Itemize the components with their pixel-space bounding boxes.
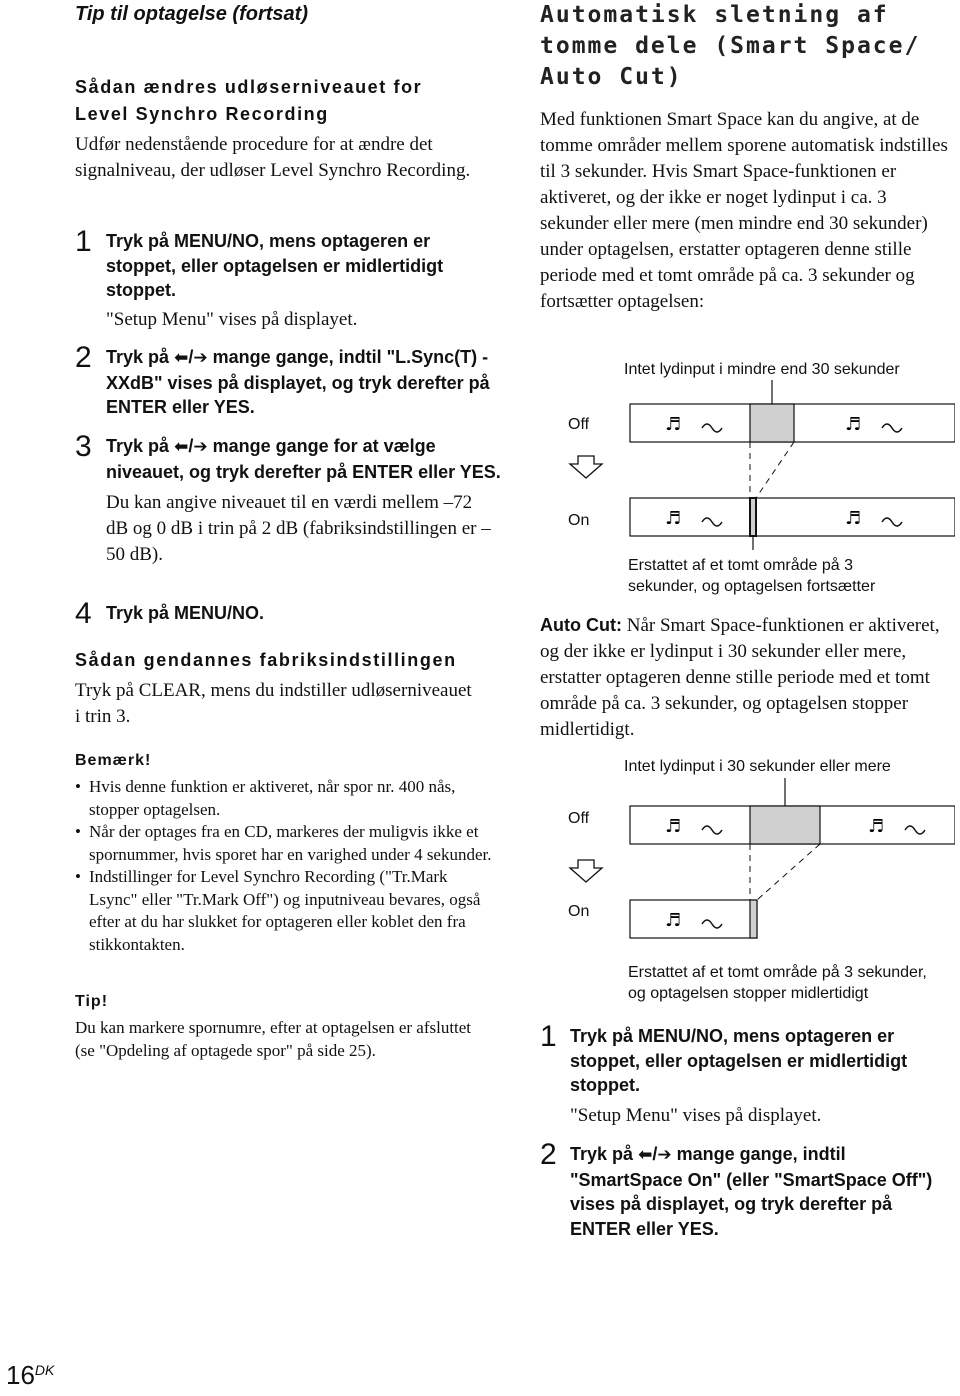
page-lang: DK xyxy=(34,1362,55,1378)
step-text-after: mange gange for at xyxy=(212,436,379,456)
left-step-4 xyxy=(75,597,505,630)
diagram2-bottom-line2: og optagelsen stopper midlertidigt xyxy=(628,985,869,1002)
right-heading xyxy=(540,0,960,93)
section2-heading: Sådan gendannes fabriksindstillingen xyxy=(75,650,457,670)
right-arrow-icon: ➔ xyxy=(657,1145,672,1165)
note-item xyxy=(75,776,495,821)
left-arrow-icon: ⬅ xyxy=(174,437,189,457)
page-number: 16 xyxy=(6,1360,35,1390)
page-footer xyxy=(6,1360,54,1391)
note-item xyxy=(75,821,495,866)
diagram2-off-label: Off xyxy=(568,810,590,827)
note-text: Når der optages fra en CD, markeres der muligvis ikke et spornummer, hvis sporet har en varighed under 4 sekunder. xyxy=(89,822,492,864)
bullet-icon: • xyxy=(75,822,81,841)
dashed-guide xyxy=(756,442,794,498)
down-arrow-outline-icon xyxy=(570,456,602,478)
step-text: Tryk på MENU/NO. xyxy=(106,603,265,623)
down-arrow-outline-icon xyxy=(570,860,602,882)
diagram2-graphic xyxy=(560,778,955,958)
step-number: 1 xyxy=(540,1020,557,1053)
note-text: Hvis denne funktion er aktiveret, når spor nr. 400 nås, stopper optagelsen. xyxy=(89,777,456,819)
diagram2-top-label: Intet lydinput i 30 sekunder eller mere xyxy=(624,758,891,775)
diagram1-bottom-line1: Erstattet af et tomt område på 3 xyxy=(628,557,853,574)
tip-text: Du kan markere spornumre, efter at optagelsen er afsluttet (se "Opdeling af optagede spor" på side 25). xyxy=(75,1018,472,1060)
step-text-after: mange gange, indtil xyxy=(676,1144,846,1164)
diagram2-bottom-label xyxy=(628,962,927,1004)
left-step-2: 2 Tryk på ⬅/➔ mange gange, indtil "L.Sync(T) -XXdB" vises på displayet, og tryk derefter på ENTER eller YES. xyxy=(75,341,490,417)
wave-icon xyxy=(882,518,902,526)
step-text-after: mange gange, indtil xyxy=(212,347,382,367)
step-number: 4 xyxy=(75,597,92,630)
section2-text: Tryk på CLEAR, mens du indstiller udløserniveauet i trin 3. xyxy=(75,680,472,727)
step-text-rest: "L.Sync(T) -XXdB" vises på displayet, og tryk derefter på ENTER eller YES. xyxy=(106,347,490,417)
step-text-before: Tryk på xyxy=(106,436,170,456)
diagram1-bottom-line2: sekunder, og optagelsen fortsætter xyxy=(628,578,876,595)
step-text: Tryk på MENU/NO, mens optageren er stoppet, eller optagelsen er midlertidigt stoppet. xyxy=(106,231,444,300)
right-heading-line2: tomme dele (Smart Space/ xyxy=(540,33,921,59)
step-number: 1 xyxy=(75,225,92,258)
section1-heading xyxy=(75,74,505,128)
step-text-rest: "SmartSpace On" (eller "SmartSpace Off") vises på displayet, og tryk derefter på ENTER eller YES. xyxy=(570,1169,933,1239)
step-text: Tryk på MENU/NO, mens optageren er stoppet, eller optagelsen er midlertidigt stoppet. xyxy=(570,1026,908,1095)
diagram2-on-label: On xyxy=(568,903,590,920)
right-heading-line3: Auto Cut) xyxy=(540,64,683,90)
note-item xyxy=(75,866,495,956)
music-note-icon: ♬ xyxy=(665,816,682,837)
on-track-bar xyxy=(630,900,757,938)
wave-icon xyxy=(702,424,722,432)
bullet-icon: • xyxy=(75,867,81,886)
autocut-text: Når Smart Space-funktionen er aktiveret, og der ikke er lydinput i 30 sekunder eller mere, erstatter optageren denne stille periode med et tomt område på ca. 3 sekunder, og optagelsen stopper midlertidigt. xyxy=(540,615,940,740)
step-text-rest: vælge niveauet, og tryk derefter på ENTER eller YES. xyxy=(106,436,501,482)
section1-heading-line1: Sådan ændres udløserniveauet for xyxy=(75,77,423,97)
left-arrow-icon: ⬅ xyxy=(638,1145,653,1165)
step-sub: "Setup Menu" vises på displayet. xyxy=(570,1104,822,1126)
right-arrow-icon: ➔ xyxy=(193,348,208,368)
step-text-before: Tryk på xyxy=(570,1144,634,1164)
wave-icon xyxy=(702,826,722,834)
note-heading: Bemærk! xyxy=(75,752,152,769)
section1-heading-line2: Level Synchro Recording xyxy=(75,104,329,124)
left-step-3: 3 Tryk på ⬅/➔ mange gange for at vælge niveauet, og tryk derefter på ENTER eller YES. Du kan angive niveauet til en værdi mellem –72 dB og 0 dB i trin på 2 dB (fabriksindstillingen er –50 dB). xyxy=(75,434,505,568)
music-note-icon: ♬ xyxy=(868,816,885,837)
step-text-before: Tryk på xyxy=(106,347,170,367)
diagram2-bottom-line1: Erstattet af et tomt område på 3 sekunder, xyxy=(628,964,927,981)
wave-icon xyxy=(702,518,722,526)
diagram1-top-label: Intet lydinput i mindre end 30 sekunder xyxy=(624,361,900,378)
section1-intro: Udfør nedenstående procedure for at ændre det signalniveau, der udløser Level Synchro Recording. xyxy=(75,134,471,181)
wave-icon xyxy=(905,826,925,834)
right-heading-line1: Automatisk sletning af xyxy=(540,2,889,28)
wave-icon xyxy=(882,424,902,432)
left-step-1 xyxy=(75,225,505,333)
music-note-icon: ♬ xyxy=(665,508,682,529)
music-note-icon: ♬ xyxy=(845,414,862,435)
silence-gap xyxy=(750,806,820,844)
right-intro: Med funktionen Smart Space kan du angive, at de tomme områder mellem sporene automatisk indstilles til 3 sekunder. Hvis Smart Space-funktionen er aktiveret, og der ikke er noget lydinput i ca. 3 sekunder eller mere (men mindre end 30 sekunder) under optagelsen, erstatter optageren denne stille periode med et tomt område på ca. 3 sekunder og fortsætter optagelsen: xyxy=(540,109,948,312)
right-arrow-icon: ➔ xyxy=(193,437,208,457)
diagram1-off-label: Off xyxy=(568,416,590,433)
step-number: 2 xyxy=(540,1138,557,1171)
right-step-2: 2 Tryk på ⬅/➔ mange gange, indtil "SmartSpace On" (eller "SmartSpace Off") vises på displayet, og tryk derefter på ENTER eller YES. xyxy=(540,1138,933,1239)
silence-gap xyxy=(750,404,794,442)
left-arrow-icon: ⬅ xyxy=(174,348,189,368)
blank-gap xyxy=(750,900,757,938)
autocut-paragraph xyxy=(540,612,955,743)
bullet-icon: • xyxy=(75,777,81,796)
music-note-icon: ♬ xyxy=(845,508,862,529)
step-number: 2 xyxy=(75,341,92,374)
tip-heading: Tip! xyxy=(75,993,109,1010)
diagram1-on-label: On xyxy=(568,512,590,529)
diagram1-bottom-label xyxy=(628,555,875,597)
step-number: 3 xyxy=(75,430,92,463)
running-title: Tip til optagelse (fortsat) xyxy=(75,3,308,25)
step-sub: "Setup Menu" vises på displayet. xyxy=(106,308,358,330)
right-step-1 xyxy=(540,1020,955,1129)
wave-icon xyxy=(702,920,722,928)
step-sub: Du kan angive niveauet til en værdi mellem –72 dB og 0 dB i trin på 2 dB (fabriksindstillingen er –50 dB). xyxy=(106,492,491,565)
autocut-label: Auto Cut: xyxy=(540,615,622,635)
note-list xyxy=(75,776,495,956)
dashed-guide xyxy=(757,844,820,900)
diagram1-graphic xyxy=(560,380,955,550)
music-note-icon: ♬ xyxy=(665,910,682,931)
note-text: Indstillinger for Level Synchro Recording ("Tr.Mark Lsync" eller "Tr.Mark Off") og inputniveau bevares, også efter at du har slukket for optageren eller koblet den fra stikkontakten. xyxy=(89,867,481,954)
music-note-icon: ♬ xyxy=(665,414,682,435)
blank-gap xyxy=(750,498,756,536)
